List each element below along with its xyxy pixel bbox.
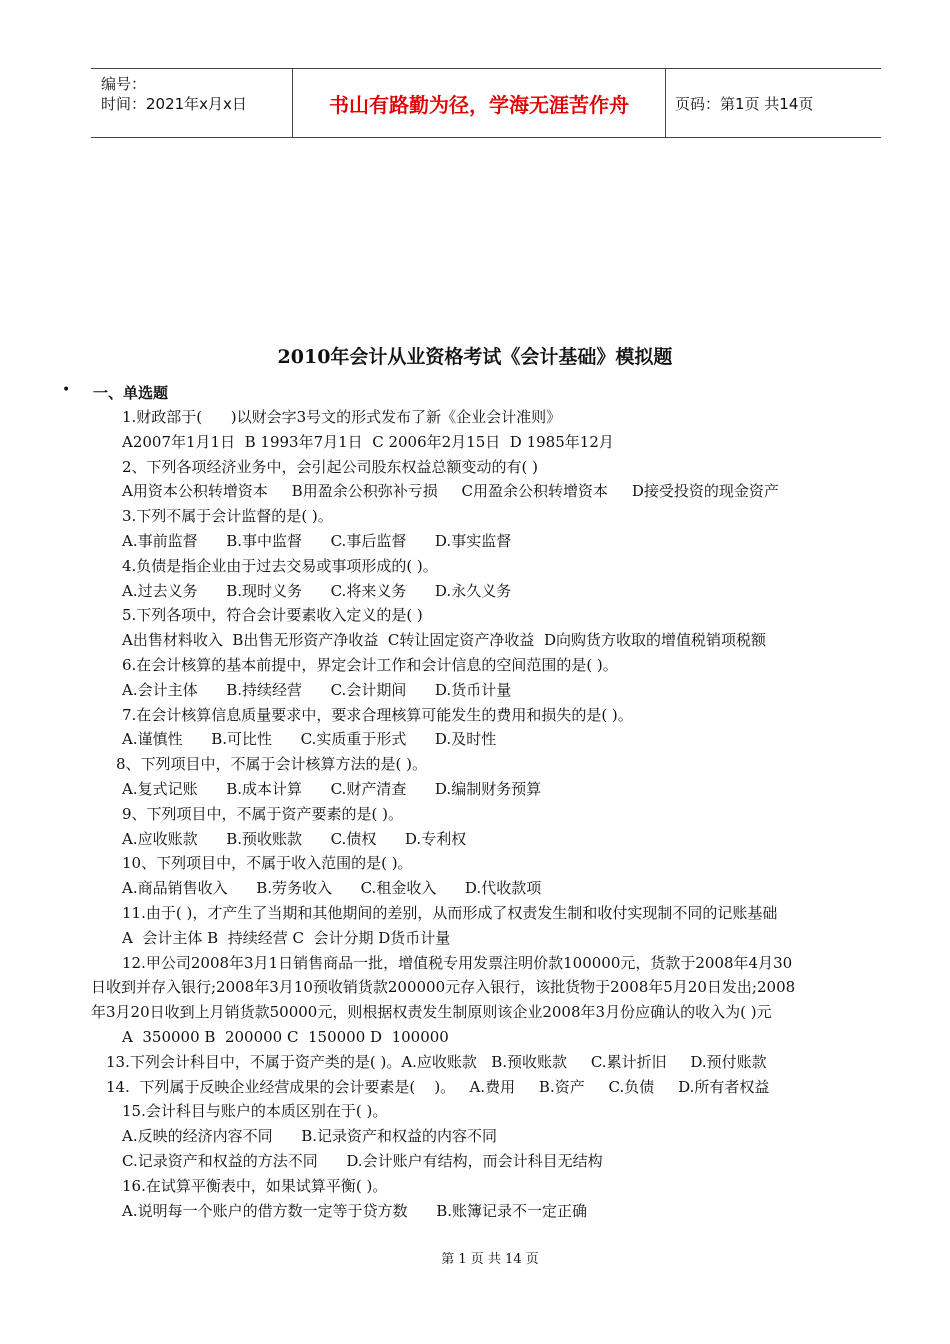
question-line: 7.在会计核算信息质量要求中，要求合理核算可能发生的费用和损失的是( )。: [122, 705, 633, 724]
question-line: 6.在会计核算的基本前提中，界定会计工作和会计信息的空间范围的是( )。: [122, 656, 618, 674]
code-label: 编号：: [101, 75, 147, 93]
question-line: A出售材料收入 B出售无形资产净收益 C转让固定资产净收益 D向购货方收取的增值税销项税额: [122, 631, 766, 650]
question-line: 2、下列各项经济业务中，会引起公司股东权益总额变动的有( ): [122, 457, 539, 476]
question-line: A.事前监督 B.事中监督 C.事后监督 D.事实监督: [122, 532, 512, 550]
question-line: A 350000 B 200000 C 150000 D 100000: [122, 1028, 449, 1046]
time-label: 时间：2021年x月x日: [101, 95, 247, 113]
question-line: A.说明每一个账户的借方数一定等于贷方数 B.账簿记录不一定正确: [122, 1201, 588, 1220]
question-line: A2007年1月1日 B 1993年7月1日 C 2006年2月15日 D 1985年12月: [122, 432, 614, 451]
header-info-cell: [91, 69, 293, 137]
question-line: A用资本公积转增资本 B用盈余公积弥补亏损 C用盈余公积转增资本 D接受投资的现金资产: [122, 482, 779, 501]
question-line: 13.下列会计科目中，不属于资产类的是( )。A.应收账款 B.预收账款 C.累计折旧 D.预付账款: [106, 1052, 767, 1071]
bullet-icon: •: [62, 382, 71, 398]
section-heading: 一、单选题: [93, 384, 169, 402]
question-line: A.商品销售收入 B.劳务收入 C.租金收入 D.代收款项: [122, 879, 542, 898]
question-line: A.谨慎性 B.可比性 C.实质重于形式 D.及时性: [122, 730, 497, 749]
question-line: 日收到并存入银行;2008年3月10预收销货款200000元存入银行，该批货物于2008年5月20日发出;2008: [91, 978, 796, 997]
motto: 书山有路勤为径，学海无涯苦作舟: [293, 69, 666, 137]
question-line: 10、下列项目中，不属于收入范围的是( )。: [122, 854, 413, 873]
question-line: 14. 下列属于反映企业经营成果的会计要素是( )。 A.费用 B.资产 C.负债 D.所有者权益: [106, 1077, 770, 1096]
question-line: 12.甲公司2008年3月1日销售商品一批，增值税专用发票注明价款100000元，货款于2008年4月30: [122, 953, 793, 972]
question-line: 年3月20日收到上月销货款50000元，则根据权责发生制原则该企业2008年3月份应确认的收入为( )元: [91, 1003, 772, 1022]
question-line: 4.负债是指企业由于过去交易或事项形成的( )。: [122, 556, 438, 575]
page-footer: 第 1 页 共 14 页: [441, 1252, 539, 1267]
question-line: 3.下列不属于会计监督的是( )。: [122, 507, 333, 526]
question-line: A 会计主体 B 持续经营 C 会计分期 D货币计量: [122, 928, 451, 947]
question-line: A.会计主体 B.持续经营 C.会计期间 D.货币计量: [122, 680, 512, 699]
question-line: 16.在试算平衡表中，如果试算平衡( )。: [122, 1176, 388, 1195]
question-line: A.应收账款 B.预收账款 C.债权 D.专利权: [122, 829, 467, 848]
question-line: A.过去义务 B.现时义务 C.将来义务 D.永久义务: [122, 581, 512, 600]
question-line: 11.由于( )，才产生了当期和其他期间的差别，从而形成了权责发生制和收付实现制不同的记账基础: [122, 904, 778, 922]
question-line: 1.财政部于( )以财会字3号文的形式发布了新《企业会计准则》: [122, 408, 562, 426]
header-table: [91, 68, 881, 138]
question-line: 15.会计科目与账户的本质区别在于( )。: [122, 1102, 388, 1121]
question-line: 8、下列项目中，不属于会计核算方法的是( )。: [116, 755, 428, 774]
document-title: 2010年会计从业资格考试《会计基础》模拟题: [277, 346, 673, 368]
question-line: C.记录资产和权益的方法不同 D.会计账户有结构，而会计科目无结构: [122, 1152, 603, 1170]
question-line: 5.下列各项中，符合会计要素收入定义的是( ): [122, 606, 423, 625]
question-line: 9、下列项目中，不属于资产要素的是( )。: [122, 804, 404, 823]
page-info: 页码：第1页 共14页: [675, 94, 814, 113]
question-line: A.复式记账 B.成本计算 C.财产清查 D.编制财务预算: [122, 780, 542, 798]
question-line: A.反映的经济内容不同 B.记录资产和权益的内容不同: [122, 1127, 498, 1146]
